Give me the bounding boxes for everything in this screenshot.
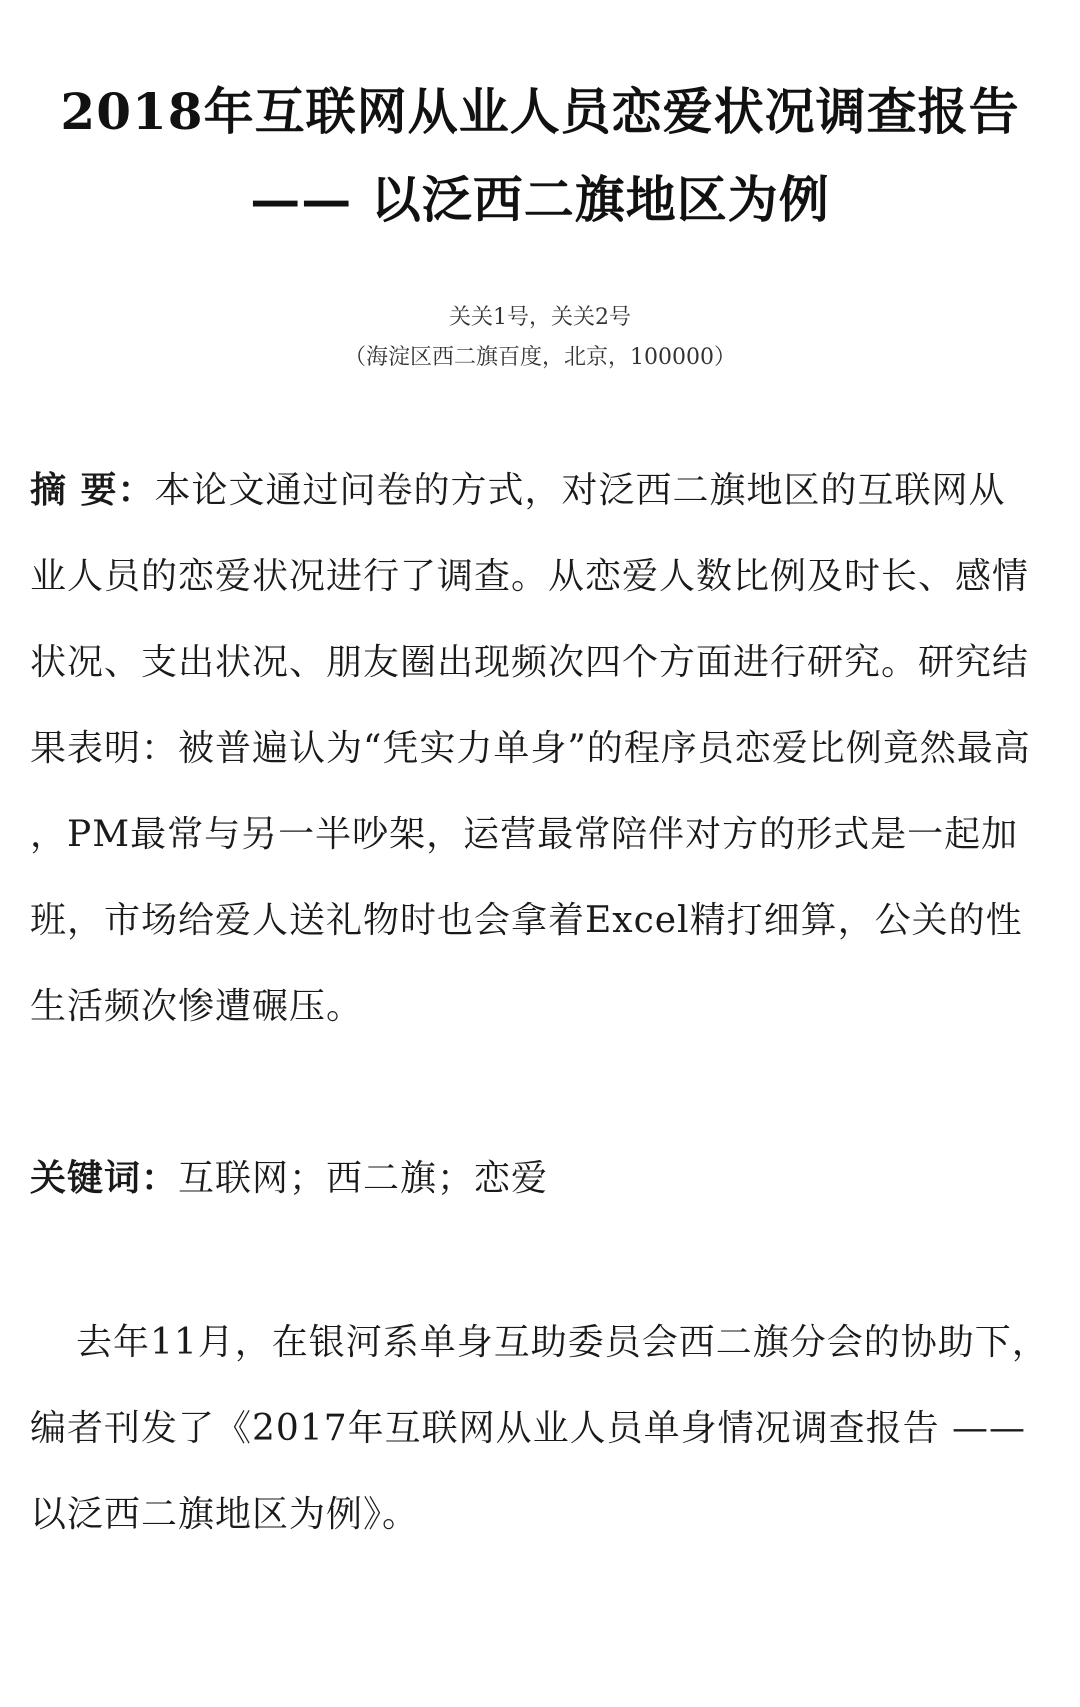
intro-line: 以泛西二旗地区为例》。 [30, 1494, 420, 1535]
abstract-line: 生活频次惨遭碾压。 [30, 986, 364, 1027]
paper-title-line-2: —— 以泛西二旗地区为例 [250, 170, 830, 229]
author-affiliation: （海淀区西二旗百度，北京，100000） [344, 345, 736, 370]
abstract-line: ，PM最常与另一半吵架，运营最常陪伴对方的形式是一起加 [30, 814, 1019, 855]
abstract-label: 摘 要： [30, 470, 155, 511]
abstract-line: 班，市场给爱人送礼物时也会拿着Excel精打细算，公关的性 [30, 900, 1023, 941]
intro-line: 编者刊发了《2017年互联网从业人员单身情况调查报告 —— [30, 1408, 1027, 1449]
author-names: 关关1号，关关2号 [449, 305, 631, 330]
paper-title-line-1: 2018年互联网从业人员恋爱状况调查报告 [60, 82, 1020, 141]
abstract-line: 果表明：被普遍认为“凭实力单身”的程序员恋爱比例竟然最高 [30, 728, 1031, 769]
keywords-line [30, 1150, 548, 1201]
abstract-line: 状况、支出状况、朋友圈出现频次四个方面进行研究。研究结 [30, 642, 1030, 683]
abstract-text: 本论文通过问卷的方式，对泛西二旗地区的互联网从 [154, 470, 1006, 511]
abstract-line: 业人员的恋爱状况进行了调查。从恋爱人数比例及时长、感情 [30, 556, 1030, 597]
keywords-label: 关键词： [30, 1158, 179, 1199]
keywords-text: 互联网；西二旗；恋爱 [178, 1158, 549, 1199]
abstract-line [30, 462, 1006, 513]
intro-line: 去年11月，在银河系单身互助委员会西二旗分会的协助下， [76, 1322, 1049, 1363]
